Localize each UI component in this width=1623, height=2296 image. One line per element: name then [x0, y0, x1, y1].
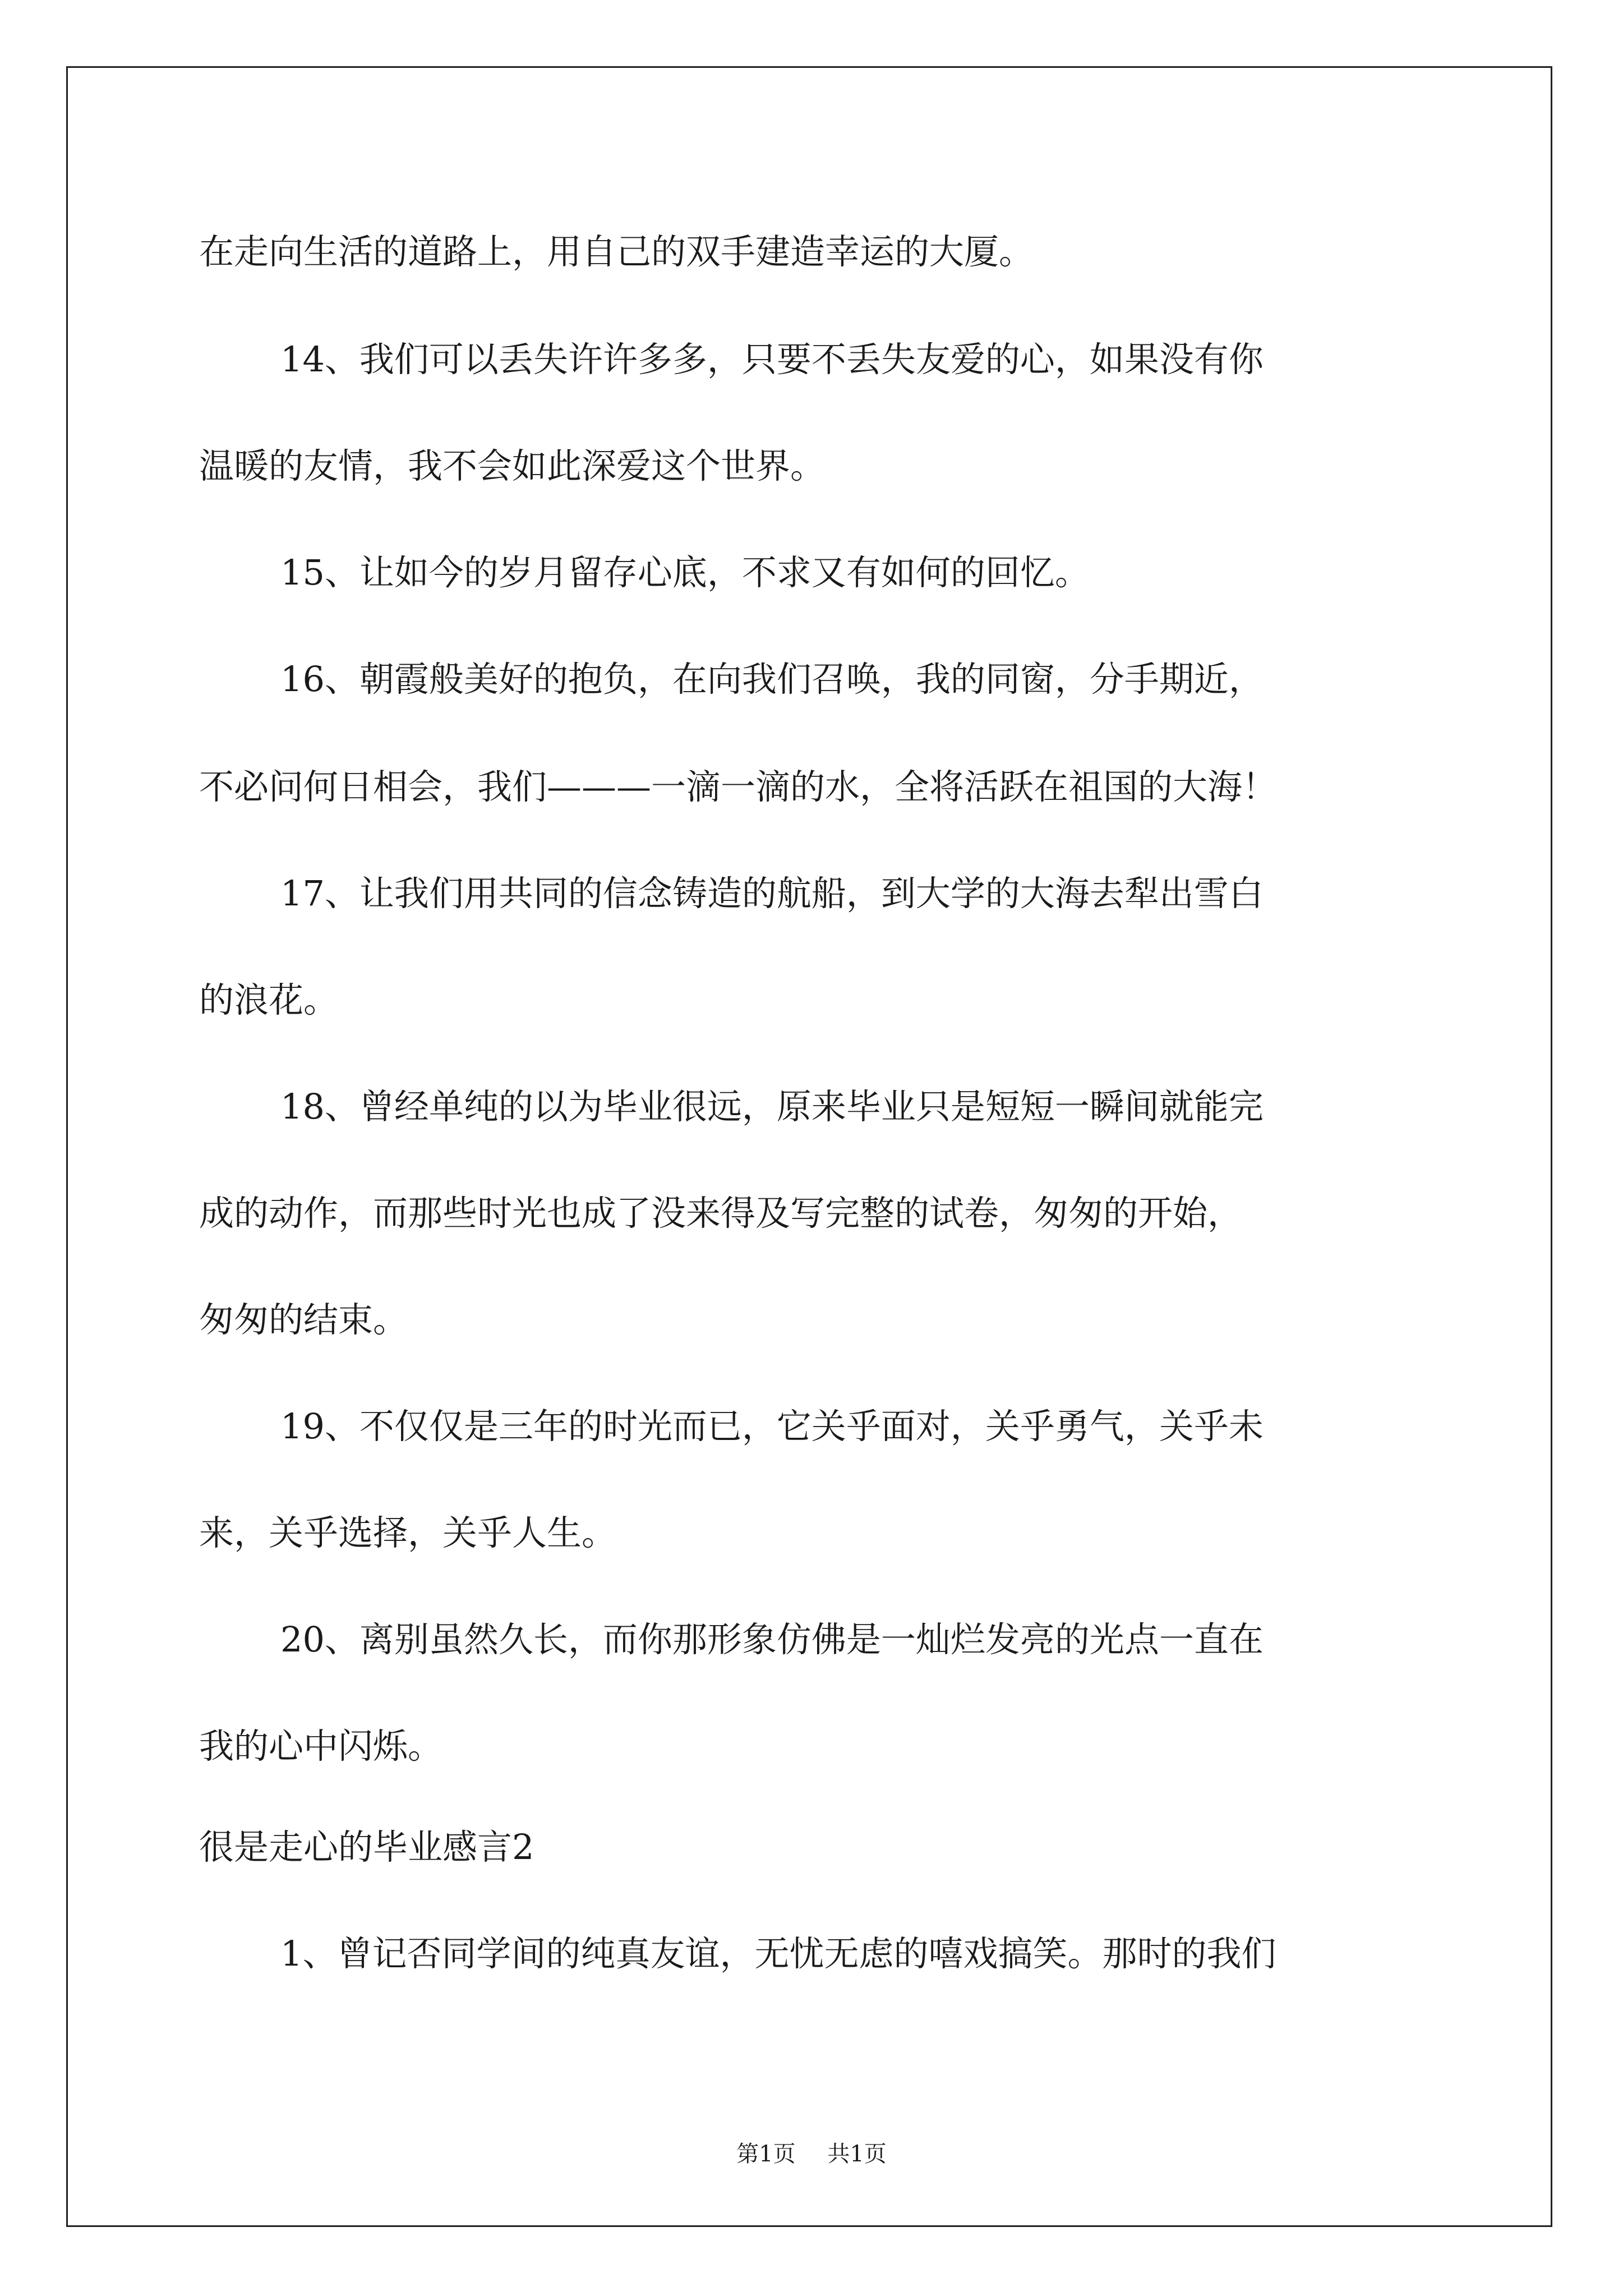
text-line: 我的心中闪烁。 — [199, 1726, 443, 1766]
text-line: 来，关乎选择，关乎人生。 — [199, 1512, 617, 1553]
text-line: 19、不仅仅是三年的时光而已，它关乎面对，关乎勇气，关乎未 — [280, 1406, 1264, 1447]
text-line: 不必问何日相会，我们———一滴一滴的水，全将活跃在祖国的大海！ — [199, 766, 1278, 807]
text-line: 18、曾经单纯的以为毕业很远，原来毕业只是短短一瞬间就能完 — [280, 1086, 1264, 1127]
text-line: 15、让如今的岁月留存心底，不求又有如何的回忆。 — [280, 552, 1090, 593]
text-line: 14、我们可以丢失许许多多，只要不丢失友爱的心，如果没有你 — [280, 339, 1264, 380]
text-line: 16、朝霞般美好的抱负，在向我们召唤，我的同窗，分手期近， — [280, 659, 1264, 700]
page-border — [66, 66, 1552, 2227]
section-heading: 很是走心的毕业感言2 — [199, 1826, 534, 1867]
text-line: 20、离别虽然久长，而你那形象仿佛是一灿烂发亮的光点一直在 — [280, 1619, 1264, 1660]
page-number-total: 共1页 — [827, 2141, 887, 2167]
page-number-current: 第1页 — [736, 2141, 796, 2167]
text-line: 1、曾记否同学间的纯真友谊，无忧无虑的嘻戏搞笑。那时的我们 — [280, 1933, 1276, 1974]
text-line: 成的动作，而那些时光也成了没来得及写完整的试卷，匆匆的开始， — [199, 1193, 1243, 1234]
text-line: 温暖的友情，我不会如此深爱这个世界。 — [199, 445, 826, 486]
text-line: 的浪花。 — [199, 979, 339, 1020]
text-line: 匆匆的结束。 — [199, 1299, 408, 1340]
text-line: 在走向生活的道路上，用自己的双手建造幸运的大厦。 — [199, 231, 1034, 272]
text-line: 17、让我们用共同的信念铸造的航船，到大学的大海去犁出雪白 — [280, 873, 1264, 914]
page-footer — [0, 2136, 1623, 2168]
